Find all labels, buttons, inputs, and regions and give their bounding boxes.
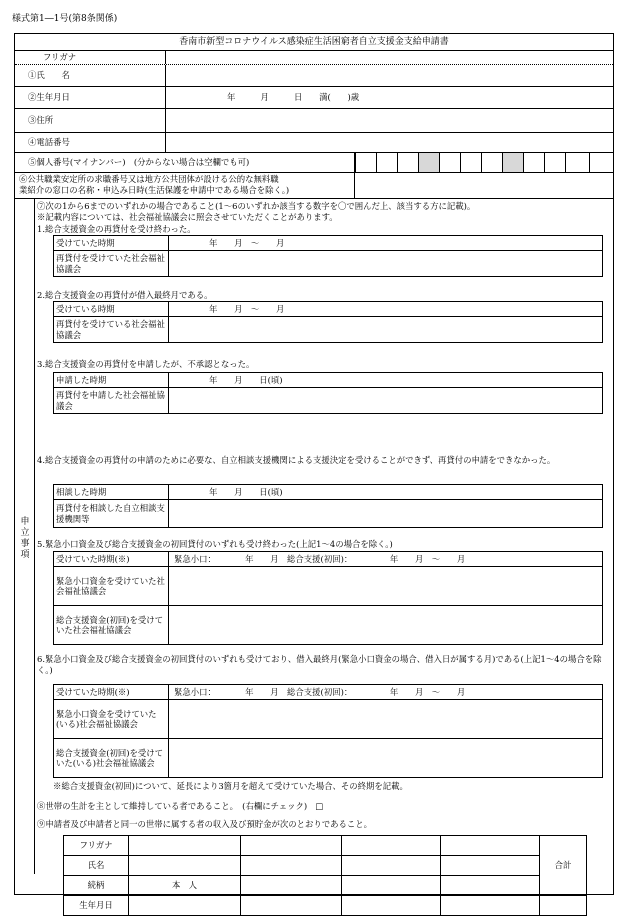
household-name-cell-3[interactable] (342, 856, 441, 876)
household-furigana-cell-2[interactable] (241, 836, 342, 856)
household-relation-self: 本 人 (129, 876, 241, 896)
job-seeker-label (15, 173, 355, 198)
household-furigana-cell-4[interactable] (441, 836, 540, 856)
birthdate-value: 年 月 日 満( )歳 (227, 92, 360, 103)
mynumber-digit-5[interactable] (439, 153, 460, 172)
declaration-intro: ⑦次の1から6までのいずれかの場合であること(1～6のいずれか該当する数字を〇で囲んだ上、該当する方に記載)。 (37, 201, 476, 211)
household-relation-label: 続柄 (64, 876, 129, 896)
household-name-cell-4[interactable] (441, 856, 540, 876)
item9-text: ⑨申請者及び申請者と同一の世帯に属する者の収入及び預貯金が次のとおりであること。 (37, 819, 372, 829)
item5-emergency-council-value[interactable] (169, 567, 603, 606)
mynumber-digit-10[interactable] (544, 153, 565, 172)
item1-period-label: 受けていた時期 (54, 236, 169, 251)
phone-row[interactable] (15, 133, 613, 153)
job-seeker-row[interactable] (15, 173, 613, 199)
name-label: ①氏 名 (15, 65, 166, 86)
birthdate-label: ②生年月日 (15, 87, 166, 108)
household-name-cell-2[interactable] (241, 856, 342, 876)
item5-general-council-label: 総合支援資金(初回)を受けていた社会福祉協議会 (54, 606, 169, 645)
declaration-note: ※記載内容については、社会福祉協議会に照会させていただくことがあります。 (37, 212, 338, 222)
mynumber-label: ⑤個人番号(マイナンバー) (分からない場合は空欄でも可) (15, 153, 355, 172)
birthdate-row[interactable] (15, 87, 613, 109)
item2-council-label: 再貸付を受けている社会福祉協議会 (54, 317, 169, 343)
item4-agency-value[interactable] (169, 500, 603, 528)
item5-emergency-council-label: 緊急小口資金を受けていた社会福祉協議会 (54, 567, 169, 606)
address-row[interactable] (15, 109, 613, 133)
declaration-column (15, 199, 35, 874)
mynumber-digit-3[interactable] (397, 153, 418, 172)
mynumber-digit-9[interactable] (523, 153, 544, 172)
item2-period-label: 受けている時期 (54, 302, 169, 317)
phone-label: ④電話番号 (15, 133, 166, 152)
form-number: 様式第1―1号(第8条関係) (12, 14, 118, 24)
item6-emergency-council-value[interactable] (169, 700, 603, 739)
household-dob-label: 生年月日 (64, 896, 129, 916)
household-table (63, 835, 587, 916)
mynumber-row (15, 153, 613, 173)
item5-general-council-value[interactable] (169, 606, 603, 645)
item4-table (53, 484, 603, 528)
household-relation-cell-3[interactable] (342, 876, 441, 896)
item1-council-label: 再貸付を受けていた社会福祉協議会 (54, 251, 169, 277)
item2-period-value[interactable]: 年 月 ～ 月 (169, 302, 603, 317)
period-note: ※総合支援資金(初回)について、延長により3箇月を超えて受けていた場合、その終期を記載。 (53, 781, 408, 791)
item1-table (53, 235, 603, 277)
item6-general-council-label: 総合支援資金(初回)を受けていた(いる)社会福祉協議会 (54, 739, 169, 778)
item4-period-label: 相談した時期 (54, 485, 169, 500)
household-name-cell-1[interactable] (129, 856, 241, 876)
item3-table (53, 372, 603, 414)
household-total-dob[interactable] (540, 896, 587, 916)
mynumber-digit-7[interactable] (481, 153, 502, 172)
item1-council-value[interactable] (169, 251, 603, 277)
item8-text[interactable]: ⑧世帯の生計を主として維持している者であること。 (右欄にチェック) □ (37, 801, 324, 811)
item2-council-value[interactable] (169, 317, 603, 343)
mynumber-digit-12[interactable] (589, 153, 613, 172)
item6-period-value[interactable]: 緊急小口： 年 月 総合支援(初回)： 年 月 ～ 月 (169, 685, 603, 700)
mynumber-digit-2[interactable] (376, 153, 397, 172)
household-dob-cell-2[interactable] (241, 896, 342, 916)
job-seeker-label-line2: 業紹介の窓口の名称・申込み日時(生活保護を申請中である場合を除く。) (19, 184, 290, 195)
mynumber-digit-4[interactable] (418, 153, 439, 172)
household-relation-cell-2[interactable] (241, 876, 342, 896)
item5-period-value[interactable]: 緊急小口： 年 月 総合支援(初回)： 年 月 ～ 月 (169, 552, 603, 567)
household-furigana-cell-1[interactable] (129, 836, 241, 856)
item1-heading: 1.総合支援資金の再貸付を受け終わった。 (37, 224, 196, 234)
item6-heading: 6.緊急小口資金及び総合支援資金の初回貸付のいずれも受けており、借入最終月(緊急小口資金の場合、借入日が属する月)である(上記1～4の場合を除く。) (37, 654, 602, 675)
household-dob-cell-3[interactable] (342, 896, 441, 916)
item4-heading: 4.総合支援資金の再貸付の申請のために必要な、自立相談支援機関による支援決定を受けることができず、再貸付の申請をできなかった。 (37, 455, 556, 465)
household-dob-cell-4[interactable] (441, 896, 540, 916)
furigana-label: フリガナ (15, 51, 166, 64)
item4-agency-label: 再貸付を相談した自立相談支援機関等 (54, 500, 169, 528)
household-furigana-cell-3[interactable] (342, 836, 441, 856)
furigana-row[interactable] (15, 51, 613, 65)
household-furigana-label: フリガナ (64, 836, 129, 856)
item6-period-label: 受けていた時期(※) (54, 685, 169, 700)
mynumber-digit-11[interactable] (565, 153, 589, 172)
form-title: 香南市新型コロナウイルス感染症生活困窮者自立支援金支給申請書 (15, 34, 613, 51)
item4-period-value[interactable]: 年 月 日(頃) (169, 485, 603, 500)
item5-period-label: 受けていた時期(※) (54, 552, 169, 567)
household-dob-cell-1[interactable] (129, 896, 241, 916)
item6-general-council-value[interactable] (169, 739, 603, 778)
mynumber-digit-6[interactable] (460, 153, 481, 172)
item5-heading: 5.緊急小口資金及び総合支援資金の初回貸付のいずれも受け終わった(上記1～4の場合を除く。) (37, 539, 393, 549)
mynumber-digit-8[interactable] (502, 153, 523, 172)
household-relation-cell-4[interactable] (441, 876, 540, 896)
item2-heading: 2.総合支援資金の再貸付が借入最終月である。 (37, 290, 213, 300)
item3-heading: 3.総合支援資金の再貸付を申請したが、不承認となった。 (37, 359, 255, 369)
job-seeker-label-line1: ⑥公共職業安定所の求職番号又は地方公共団体が設ける公的な無料職 (19, 174, 279, 184)
declaration-title: 申立事項 (20, 517, 30, 560)
application-form (14, 33, 614, 911)
item6-table (53, 684, 603, 778)
item3-period-value[interactable]: 年 月 日(頃) (169, 373, 603, 388)
mynumber-digit-1[interactable] (355, 153, 376, 172)
item6-emergency-council-label: 緊急小口資金を受けていた(いる)社会福祉協議会 (54, 700, 169, 739)
item5-table (53, 551, 603, 645)
item3-period-label: 申請した時期 (54, 373, 169, 388)
household-name-label: 氏名 (64, 856, 129, 876)
household-total: 合計 (540, 836, 587, 896)
name-row[interactable] (15, 65, 613, 87)
item2-table (53, 301, 603, 343)
address-label: ③住所 (15, 109, 166, 132)
item1-period-value[interactable]: 年 月 ～ 月 (169, 236, 603, 251)
item3-council-value[interactable] (169, 388, 603, 414)
item3-council-label: 再貸付を申請した社会福祉協議会 (54, 388, 169, 414)
